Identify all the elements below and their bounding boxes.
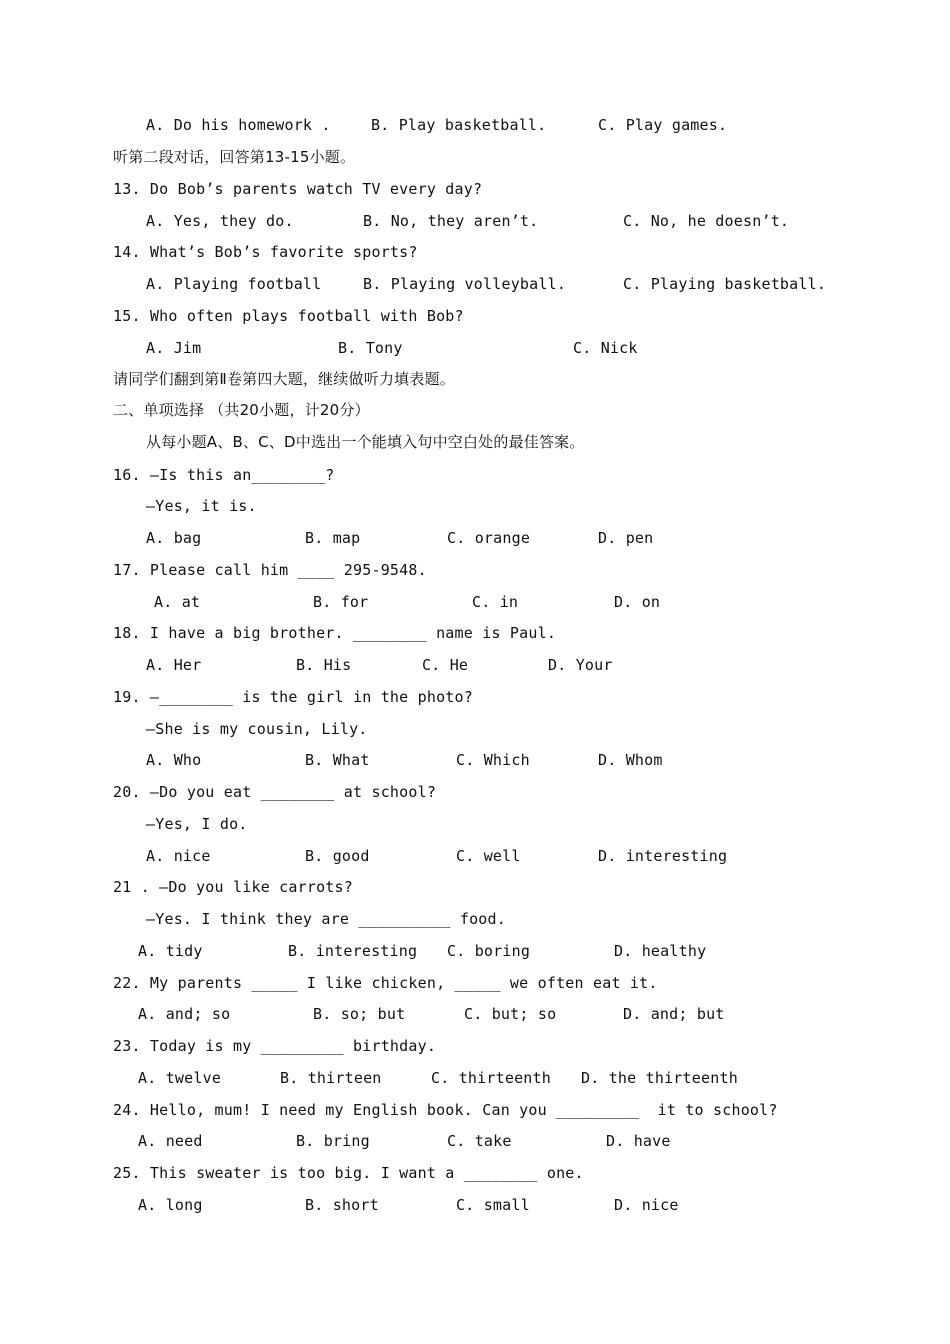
question-20: 20. —Do you eat ________ at school? bbox=[113, 783, 437, 801]
q21-option-c: C. boring bbox=[447, 942, 531, 960]
q22-option-b: B. so; but bbox=[313, 1005, 406, 1023]
part2-instruction: 从每小题A、B、C、D中选出一个能填入句中空白处的最佳答案。 bbox=[146, 433, 585, 451]
q19-option-d: D. Whom bbox=[598, 751, 663, 769]
question-16: 16. —Is this an________? bbox=[113, 466, 335, 484]
q25-option-c: C. small bbox=[456, 1196, 530, 1214]
question-18: 18. I have a big brother. ________ name is Paul. bbox=[113, 624, 557, 642]
q23-option-b: B. thirteen bbox=[280, 1069, 382, 1087]
q20-option-c: C. well bbox=[456, 847, 521, 865]
q22-option-d: D. and; but bbox=[623, 1005, 725, 1023]
q18-option-d: D. Your bbox=[548, 656, 613, 674]
q12-option-b: B. Play basketball. bbox=[371, 116, 547, 134]
q12-option-a: A. Do his homework . bbox=[146, 116, 331, 134]
question-24: 24. Hello, mum! I need my English book. Can you _________ it to school? bbox=[113, 1101, 778, 1119]
q14-option-c: C. Playing basketball. bbox=[623, 275, 827, 293]
q12-option-c: C. Play games. bbox=[598, 116, 728, 134]
q19-option-a: A. Who bbox=[146, 751, 202, 769]
q18-option-c: C. He bbox=[422, 656, 469, 674]
q21-option-a: A. tidy bbox=[138, 942, 203, 960]
q18-option-a: A. Her bbox=[146, 656, 202, 674]
question-16-reply: —Yes, it is. bbox=[146, 497, 257, 515]
q22-option-a: A. and; so bbox=[138, 1005, 231, 1023]
question-25: 25. This sweater is too big. I want a ________ one. bbox=[113, 1164, 584, 1182]
question-21: 21 . —Do you like carrots? bbox=[113, 878, 353, 896]
question-19: 19. —________ is the girl in the photo? bbox=[113, 688, 473, 706]
q25-option-a: A. long bbox=[138, 1196, 203, 1214]
q16-option-c: C. orange bbox=[447, 529, 531, 547]
q16-option-d: D. pen bbox=[598, 529, 654, 547]
q17-option-d: D. on bbox=[614, 593, 661, 611]
q18-option-b: B. His bbox=[296, 656, 352, 674]
question-23: 23. Today is my _________ birthday. bbox=[113, 1037, 437, 1055]
question-21-reply: —Yes. I think they are __________ food. bbox=[146, 910, 506, 928]
q14-option-a: A. Playing football bbox=[146, 275, 322, 293]
part2-title: 二、单项选择 （共20小题，计20分） bbox=[113, 401, 370, 419]
q19-option-b: B. What bbox=[305, 751, 370, 769]
question-15: 15. Who often plays football with Bob? bbox=[113, 307, 464, 325]
q19-option-c: C. Which bbox=[456, 751, 530, 769]
question-22: 22. My parents _____ I like chicken, _____ we often eat it. bbox=[113, 974, 658, 992]
q21-option-b: B. interesting bbox=[288, 942, 418, 960]
q21-option-d: D. healthy bbox=[614, 942, 707, 960]
q17-option-b: B. for bbox=[313, 593, 369, 611]
question-14: 14. What’s Bob’s favorite sports? bbox=[113, 243, 418, 261]
q25-option-d: D. nice bbox=[614, 1196, 679, 1214]
section-note-listening-2: 听第二段对话，回答第13-15小题。 bbox=[113, 148, 356, 166]
q17-option-c: C. in bbox=[472, 593, 519, 611]
section-note-turn-page: 请同学们翻到第Ⅱ卷第四大题，继续做听力填表题。 bbox=[113, 370, 455, 388]
q13-option-b: B. No, they aren’t. bbox=[363, 212, 539, 230]
q20-option-d: D. interesting bbox=[598, 847, 728, 865]
q20-option-b: B. good bbox=[305, 847, 370, 865]
q13-option-c: C. No, he doesn’t. bbox=[623, 212, 790, 230]
q16-option-a: A. bag bbox=[146, 529, 202, 547]
question-19-reply: —She is my cousin, Lily. bbox=[146, 720, 368, 738]
q24-option-a: A. need bbox=[138, 1132, 203, 1150]
q23-option-c: C. thirteenth bbox=[431, 1069, 551, 1087]
q16-option-b: B. map bbox=[305, 529, 361, 547]
q15-option-a: A. Jim bbox=[146, 339, 202, 357]
q14-option-b: B. Playing volleyball. bbox=[363, 275, 567, 293]
q25-option-b: B. short bbox=[305, 1196, 379, 1214]
q17-option-a: A. at bbox=[154, 593, 201, 611]
q13-option-a: A. Yes, they do. bbox=[146, 212, 294, 230]
q20-option-a: A. nice bbox=[146, 847, 211, 865]
q24-option-d: D. have bbox=[606, 1132, 671, 1150]
q24-option-b: B. bring bbox=[296, 1132, 370, 1150]
question-17: 17. Please call him ____ 295-9548. bbox=[113, 561, 427, 579]
q24-option-c: C. take bbox=[447, 1132, 512, 1150]
question-13: 13. Do Bob’s parents watch TV every day? bbox=[113, 180, 483, 198]
q22-option-c: C. but; so bbox=[464, 1005, 557, 1023]
q15-option-b: B. Tony bbox=[338, 339, 403, 357]
q23-option-a: A. twelve bbox=[138, 1069, 222, 1087]
question-20-reply: —Yes, I do. bbox=[146, 815, 248, 833]
q15-option-c: C. Nick bbox=[573, 339, 638, 357]
q23-option-d: D. the thirteenth bbox=[581, 1069, 738, 1087]
